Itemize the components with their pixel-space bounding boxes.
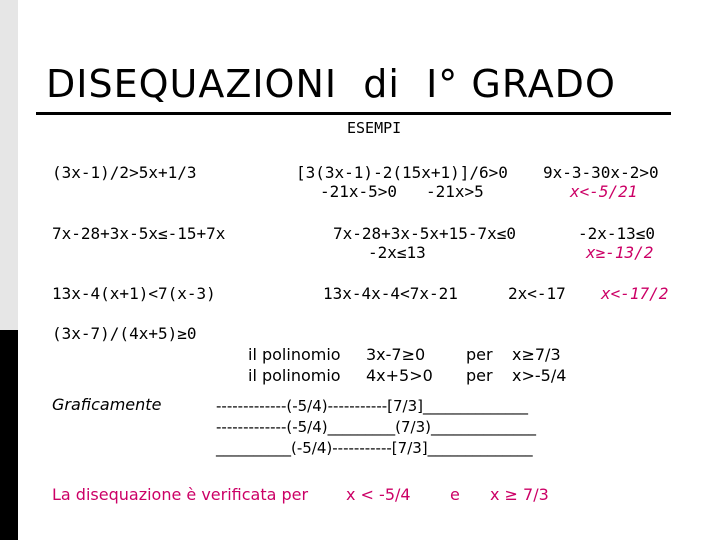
ex1-step1: [3(3x-1)-2(15x+1)]/6>0 — [296, 163, 508, 182]
conclusion-and: e — [450, 485, 460, 504]
ex2-step2: -2x≤13 — [368, 243, 426, 262]
ex4-inequality: (3x-7)/(4x+5)≥0 — [52, 324, 197, 343]
ex2-inequality: 7x-28+3x-5x≤-15+7x — [52, 224, 226, 243]
ex3-step2: 2x<-17 — [508, 284, 566, 303]
conclusion-interval-b: x ≥ 7/3 — [490, 485, 549, 504]
ex3-inequality: 13x-4(x+1)<7(x-3) — [52, 284, 216, 303]
ex4-row1-label: il polinomio — [248, 345, 341, 364]
graph-line-2: -------------(-5/4)_________(7/3)______________ — [216, 418, 536, 436]
ex2-step1: 7x-28+3x-5x+15-7x≤0 — [333, 224, 517, 243]
ex4-row2-sol: x>-5/4 — [512, 366, 567, 385]
section-subtitle: ESEMPI — [347, 119, 402, 137]
sidebar-grey-strip — [0, 0, 18, 330]
ex3-step1: 13x-4x-4<7x-21 — [323, 284, 458, 303]
title-underline — [36, 112, 671, 115]
ex4-row1-per: per — [466, 345, 493, 364]
ex4-row2-label: il polinomio — [248, 366, 341, 385]
ex3-result: x<-17/2 — [601, 284, 669, 303]
ex4-row2-poly: 4x+5>0 — [366, 366, 433, 385]
ex1-inequality: (3x-1)/2>5x+1/3 — [52, 163, 197, 182]
graph-line-1: -------------(-5/4)-----------[7/3]______________ — [216, 397, 529, 415]
sidebar-black-strip — [0, 330, 18, 540]
ex2-result: x≥-13/2 — [586, 243, 654, 262]
ex4-row1-poly: 3x-7≥0 — [366, 345, 426, 364]
graph-line-3: __________(-5/4)-----------[7/3]______________ — [216, 439, 533, 457]
ex2-step3: -2x-13≤0 — [578, 224, 656, 243]
page-title: DISEQUAZIONI di I° GRADO — [46, 62, 616, 106]
ex1-result: x<-5/21 — [570, 182, 638, 201]
conclusion-interval-a: x < -5/4 — [346, 485, 411, 504]
ex1-step3: 9x-3-30x-2>0 — [543, 163, 659, 182]
ex4-row2-per: per — [466, 366, 493, 385]
graph-label: Graficamente — [52, 395, 162, 414]
ex1-step2: -21x-5>0 -21x>5 — [320, 182, 484, 201]
conclusion-text: La disequazione è verificata per — [52, 485, 309, 504]
ex4-row1-sol: x≥7/3 — [512, 345, 561, 364]
